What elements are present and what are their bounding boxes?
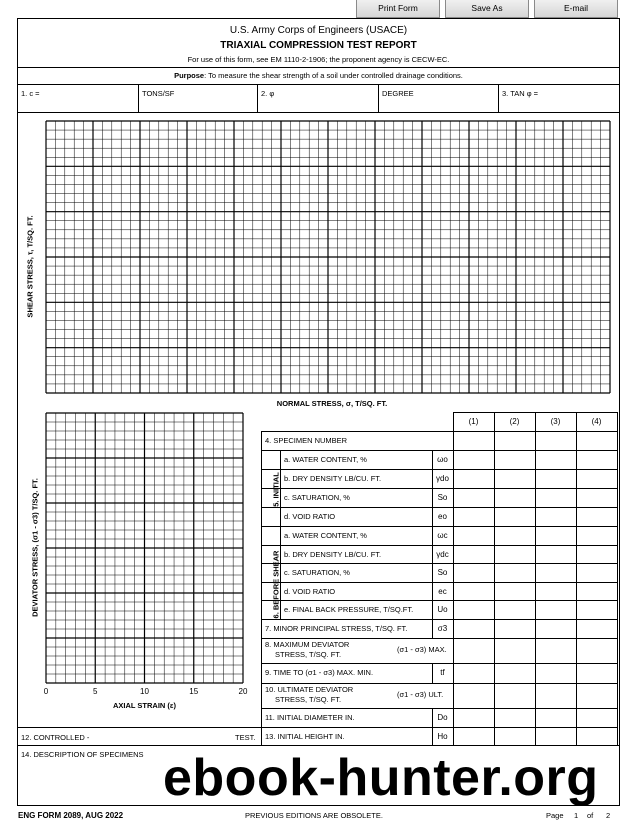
minor-principal-stress-symbol: σ3 xyxy=(437,624,448,633)
before-shear-row-col1-input[interactable] xyxy=(454,564,493,581)
column-header: (3) xyxy=(550,417,561,426)
time-to-max-label: 9. TIME TO (σ1 - σ3) MAX. MIN. xyxy=(265,668,374,677)
shear-stress-axis-label: SHEAR STRESS, τ, T/SQ. FT. xyxy=(25,215,35,318)
phi-label: 2. φ xyxy=(261,89,275,98)
page-number: 1 xyxy=(574,811,579,820)
before-shear-row-symbol: Uo xyxy=(437,605,448,614)
max-deviator-symbol: (σ1 - σ3) MAX. xyxy=(397,645,447,654)
table-line xyxy=(261,431,262,745)
initial-group-label: 5. INITIAL xyxy=(271,472,281,507)
initial-row-col1-input[interactable] xyxy=(454,489,493,506)
before-shear-row-symbol: ωc xyxy=(437,531,448,540)
before-shear-row-col3-input[interactable] xyxy=(536,546,575,562)
before-shear-group-label: 6. BEFORE SHEAR xyxy=(271,550,281,619)
max-deviator-label: 8. MAXIMUM DEVIATOR xyxy=(265,640,350,649)
form-number: ENG FORM 2089, AUG 2022 xyxy=(18,811,124,820)
ultimate-deviator-col2-input[interactable] xyxy=(495,684,534,707)
time-to-max-col4-input[interactable] xyxy=(577,664,616,682)
minor-principal-stress-label: 7. MINOR PRINCIPAL STRESS, T/SQ. FT. xyxy=(265,624,408,633)
minor-principal-stress-col1-input[interactable] xyxy=(454,620,493,637)
controlled-label: 12. CONTROLLED - xyxy=(21,733,90,742)
max-deviator-label-2: STRESS, T/SQ. FT. xyxy=(275,650,342,659)
time-to-max-symbol: tf xyxy=(440,668,445,677)
initial-height-label: 13. INITIAL HEIGHT IN. xyxy=(265,732,345,741)
before-shear-row-col3-input[interactable] xyxy=(536,601,575,618)
max-deviator-col4-input[interactable] xyxy=(577,639,616,662)
before-shear-row-col4-input[interactable] xyxy=(577,601,616,618)
ultimate-deviator-col3-input[interactable] xyxy=(536,684,575,707)
strain-tick-label: 15 xyxy=(189,687,199,696)
before-shear-row-col1-input[interactable] xyxy=(454,601,493,618)
c-unit: TONS/SF xyxy=(142,89,175,98)
initial-row-col1-input[interactable] xyxy=(454,470,493,487)
before-shear-row-col2-input[interactable] xyxy=(495,564,534,581)
max-deviator-col1-input[interactable] xyxy=(454,639,493,662)
c-label: 1. c = xyxy=(21,89,40,98)
before-shear-row-col4-input[interactable] xyxy=(577,546,616,562)
page-total: 2 xyxy=(606,811,611,820)
initial-row-symbol: ωo xyxy=(437,455,448,464)
initial-row-label: b. DRY DENSITY LB/CU. FT. xyxy=(284,474,382,483)
strain-tick-label: 20 xyxy=(238,687,248,696)
initial-diameter-col1-input[interactable] xyxy=(454,709,493,726)
initial-row-col4-input[interactable] xyxy=(577,489,616,506)
save-as-button[interactable]: Save As xyxy=(445,0,529,18)
initial-row-col3-input[interactable] xyxy=(536,470,575,487)
column-header: (4) xyxy=(591,417,602,426)
initial-height-col4-input[interactable] xyxy=(577,728,616,744)
before-shear-row-col3-input[interactable] xyxy=(536,583,575,599)
agency-name: U.S. Army Corps of Engineers (USACE) xyxy=(229,25,408,36)
controlled-suffix: TEST. xyxy=(235,733,256,742)
before-shear-row-col1-input[interactable] xyxy=(454,527,493,544)
initial-row-col2-input[interactable] xyxy=(495,489,534,506)
initial-row-symbol: So xyxy=(437,493,448,502)
ultimate-deviator-label: 10. ULTIMATE DEVIATOR xyxy=(265,685,354,694)
initial-row-col3-input[interactable] xyxy=(536,451,575,468)
initial-row-col2-input[interactable] xyxy=(495,508,534,525)
specimen-number-col1-input[interactable] xyxy=(454,432,493,449)
before-shear-row-col1-input[interactable] xyxy=(454,583,493,599)
specimen-number-col2-input[interactable] xyxy=(495,432,534,449)
before-shear-row-col4-input[interactable] xyxy=(577,564,616,581)
initial-row-col4-input[interactable] xyxy=(577,470,616,487)
email-button[interactable]: E-mail xyxy=(534,0,618,18)
specimen-number-col4-input[interactable] xyxy=(577,432,616,449)
of-label: of xyxy=(587,811,594,820)
purpose-label: Purpose xyxy=(174,71,205,80)
before-shear-row-symbol: ec xyxy=(438,587,447,596)
initial-row-label: d. VOID RATIO xyxy=(284,512,336,521)
controlled-test-input[interactable] xyxy=(100,729,230,745)
ultimate-deviator-col1-input[interactable] xyxy=(454,684,493,707)
page-label: Page xyxy=(546,811,564,820)
description-label: 14. DESCRIPTION OF SPECIMENS xyxy=(21,750,144,759)
page-title: TRIAXIAL COMPRESSION TEST REPORT xyxy=(220,40,417,51)
initial-height-symbol: Ho xyxy=(437,732,448,741)
initial-row-symbol: γdo xyxy=(436,474,449,483)
time-to-max-col3-input[interactable] xyxy=(536,664,575,682)
initial-height-col1-input[interactable] xyxy=(454,728,493,744)
max-deviator-col3-input[interactable] xyxy=(536,639,575,662)
initial-row-col1-input[interactable] xyxy=(454,451,493,468)
tan-phi-label: 3. TAN φ = xyxy=(502,89,539,98)
initial-row-col3-input[interactable] xyxy=(536,489,575,506)
initial-diameter-symbol: Do xyxy=(437,713,448,722)
before-shear-row-col3-input[interactable] xyxy=(536,564,575,581)
initial-row-col1-input[interactable] xyxy=(454,508,493,525)
initial-diameter-label: 11. INITIAL DIAMETER IN. xyxy=(265,713,355,722)
before-shear-row-label: a. WATER CONTENT, % xyxy=(284,531,367,540)
initial-diameter-col3-input[interactable] xyxy=(536,709,575,726)
initial-height-col2-input[interactable] xyxy=(495,728,534,744)
deviator-stress-grid xyxy=(46,413,243,683)
initial-row-symbol: eo xyxy=(438,512,447,521)
initial-row-col4-input[interactable] xyxy=(577,508,616,525)
form-subtitle: For use of this form, see EM 1110-2-1906; the proponent agency is CECW-EC. xyxy=(187,55,450,64)
specimen-number-col3-input[interactable] xyxy=(536,432,575,449)
watermark: ebook-hunter.org xyxy=(163,749,599,807)
initial-row-label: a. WATER CONTENT, % xyxy=(284,455,367,464)
strain-tick-label: 0 xyxy=(43,687,49,696)
print-form-button[interactable]: Print Form xyxy=(356,0,440,18)
axial-strain-axis-label: AXIAL STRAIN (ε) xyxy=(112,701,176,710)
initial-row-col2-input[interactable] xyxy=(495,470,534,487)
minor-principal-stress-col2-input[interactable] xyxy=(495,620,534,637)
time-to-max-col2-input[interactable] xyxy=(495,664,534,682)
initial-diameter-col2-input[interactable] xyxy=(495,709,534,726)
before-shear-row-label: c. SATURATION, % xyxy=(284,568,350,577)
max-deviator-col2-input[interactable] xyxy=(495,639,534,662)
strain-tick-label: 5 xyxy=(93,687,98,696)
strain-tick-label: 10 xyxy=(140,687,149,696)
time-to-max-col1-input[interactable] xyxy=(454,664,493,682)
normal-stress-axis-label: NORMAL STRESS, σ, T/SQ. FT. xyxy=(276,399,388,408)
before-shear-row-col2-input[interactable] xyxy=(495,601,534,618)
before-shear-row-col2-input[interactable] xyxy=(495,583,534,599)
initial-row-col2-input[interactable] xyxy=(495,451,534,468)
ultimate-deviator-symbol: (σ1 - σ3) ULT. xyxy=(397,690,444,699)
before-shear-row-col1-input[interactable] xyxy=(454,546,493,562)
initial-height-col3-input[interactable] xyxy=(536,728,575,744)
specimen-number-label: 4. SPECIMEN NUMBER xyxy=(265,436,348,445)
deviator-stress-axis-label: DEVIATOR STRESS, (σ1 - σ3) T/SQ. FT. xyxy=(30,478,40,617)
phi-unit: DEGREE xyxy=(382,89,414,98)
before-shear-row-col2-input[interactable] xyxy=(495,527,534,544)
before-shear-row-col4-input[interactable] xyxy=(577,527,616,544)
shear-stress-grid xyxy=(46,121,610,393)
ultimate-deviator-label-2: STRESS, T/SQ. FT. xyxy=(275,695,342,704)
before-shear-row-label: d. VOID RATIO xyxy=(284,587,336,596)
initial-row-label: c. SATURATION, % xyxy=(284,493,350,502)
table-line xyxy=(617,412,618,745)
minor-principal-stress-col4-input[interactable] xyxy=(577,620,616,637)
before-shear-row-col4-input[interactable] xyxy=(577,583,616,599)
purpose-text: : To measure the shear strength of a soil under controlled drainage conditions. xyxy=(204,71,463,80)
before-shear-row-col2-input[interactable] xyxy=(495,546,534,562)
previous-editions-note: PREVIOUS EDITIONS ARE OBSOLETE. xyxy=(245,811,383,820)
before-shear-row-label: e. FINAL BACK PRESSURE, T/SQ.FT. xyxy=(284,605,414,614)
column-header: (2) xyxy=(509,417,520,426)
initial-diameter-col4-input[interactable] xyxy=(577,709,616,726)
initial-row-col3-input[interactable] xyxy=(536,508,575,525)
minor-principal-stress-col3-input[interactable] xyxy=(536,620,575,637)
before-shear-row-label: b. DRY DENSITY LB/CU. FT. xyxy=(284,550,382,559)
column-header: (1) xyxy=(468,417,479,426)
before-shear-row-symbol: γdc xyxy=(436,550,449,559)
before-shear-row-symbol: So xyxy=(437,568,448,577)
ultimate-deviator-col4-input[interactable] xyxy=(577,684,616,707)
before-shear-row-col3-input[interactable] xyxy=(536,527,575,544)
initial-row-col4-input[interactable] xyxy=(577,451,616,468)
